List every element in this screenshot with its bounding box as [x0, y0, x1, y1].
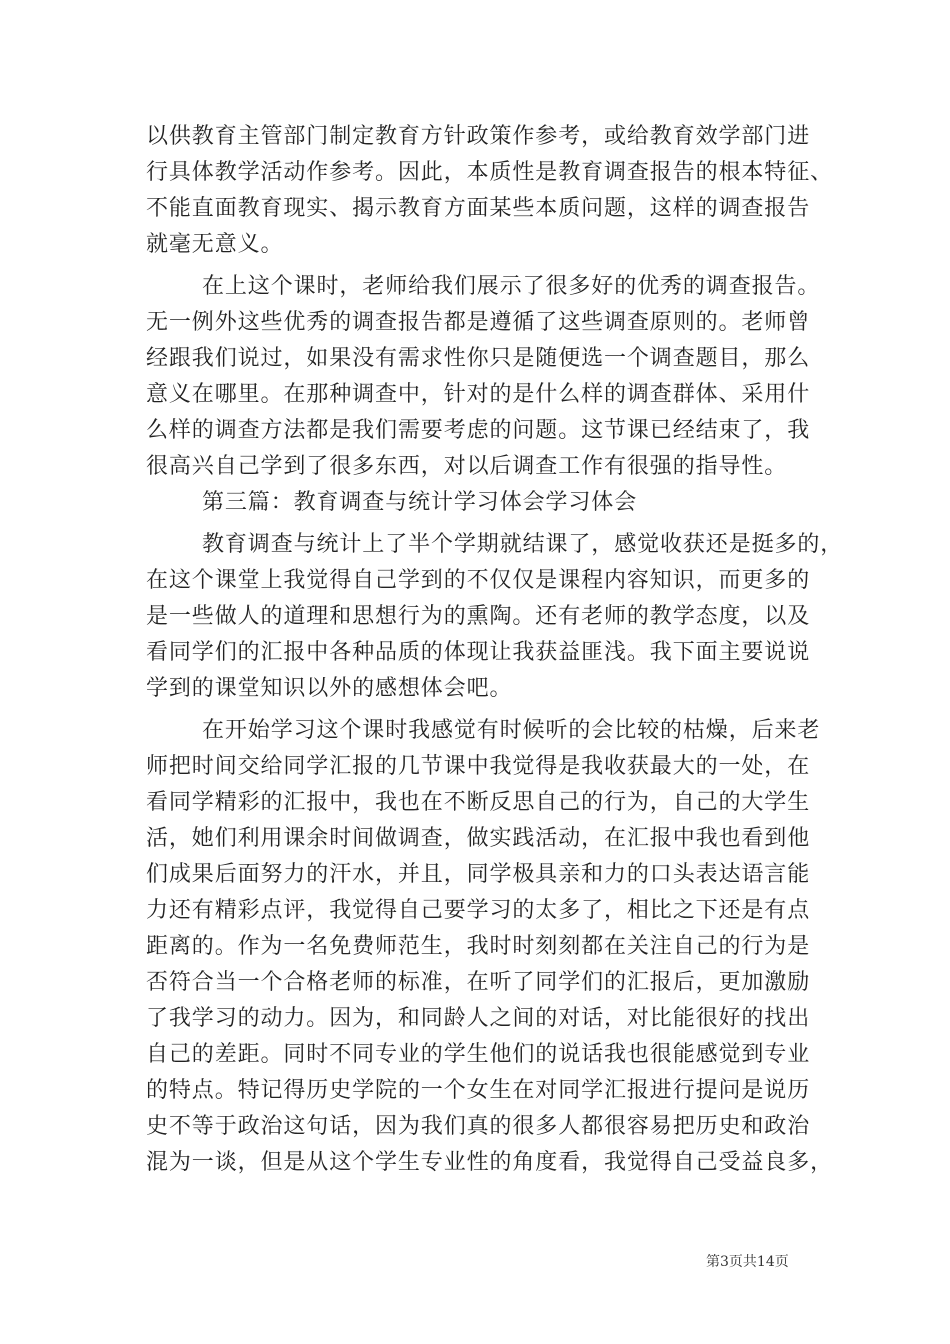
- text-line-18: 师把时间交给同学汇报的几节课中我觉得是我收获最大的一处，在: [146, 754, 811, 779]
- text-line-19: 看同学精彩的汇报中，我也在不断反思自己的行为，自己的大学生: [146, 790, 811, 815]
- text-line-24: 否符合当一个合格老师的标准，在听了同学们的汇报后，更加激励: [146, 970, 811, 995]
- text-line-15: 看同学们的汇报中各种品质的体现让我获益匪浅。我下面主要说说: [146, 640, 811, 665]
- text-line-14: 是一些做人的道理和思想行为的熏陶。还有老师的教学态度，以及: [146, 604, 811, 629]
- text-line-6: 无一例外这些优秀的调查报告都是遵循了这些调查原则的。老师曾: [146, 310, 811, 335]
- text-line-9: 么样的调查方法都是我们需要考虑的问题。这节课已经结束了，我: [146, 418, 811, 443]
- text-line-17: 在开始学习这个课时我感觉有时候听的会比较的枯燥，后来老: [202, 718, 821, 743]
- text-line-12: 教育调查与统计上了半个学期就结课了，感觉收获还是挺多的，: [202, 532, 844, 557]
- section-heading: 第三篇：教育调查与统计学习体会学习体会: [202, 490, 638, 515]
- text-line-8: 意义在哪里。在那种调查中，针对的是什么样的调查群体、采用什: [146, 382, 811, 407]
- text-line-25: 了我学习的动力。因为，和同龄人之间的对话，对比能很好的找出: [146, 1006, 811, 1031]
- text-line-23: 距离的。作为一名免费师范生，我时时刻刻都在关注自己的行为是: [146, 934, 811, 959]
- text-line-27: 的特点。特记得历史学院的一个女生在对同学汇报进行提问是说历: [146, 1078, 811, 1103]
- text-line-2: 行具体教学活动作参考。因此，本质性是教育调查报告的根本特征、: [146, 160, 834, 185]
- text-line-3: 不能直面教育现实、揭示教育方面某些本质问题，这样的调查报告: [146, 196, 811, 221]
- text-line-5: 在上这个课时，老师给我们展示了很多好的优秀的调查报告。: [202, 274, 821, 299]
- text-line-22: 力还有精彩点评，我觉得自己要学习的太多了，相比之下还是有点: [146, 898, 811, 923]
- text-line-7: 经跟我们说过，如果没有需求性你只是随便选一个调查题目，那么: [146, 346, 811, 371]
- text-line-21: 们成果后面努力的汗水，并且，同学极具亲和力的口头表达语言能: [146, 862, 811, 887]
- text-line-1: 以供教育主管部门制定教育方针政策作参考，或给教育效学部门进: [146, 124, 811, 149]
- text-line-28: 史不等于政治这句话，因为我们真的很多人都很容易把历史和政治: [146, 1114, 811, 1139]
- text-line-4: 就毫无意义。: [146, 232, 284, 257]
- text-line-29: 混为一谈，但是从这个学生专业性的角度看，我觉得自己受益良多，: [146, 1150, 834, 1175]
- page-number-footer: 第3页共14页: [706, 1254, 789, 1270]
- text-line-26: 自己的差距。同时不同专业的学生他们的说话我也很能感觉到专业: [146, 1042, 811, 1067]
- text-line-20: 活，她们利用课余时间做调查，做实践活动，在汇报中我也看到他: [146, 826, 811, 851]
- text-line-16: 学到的课堂知识以外的感想体会吧。: [146, 676, 513, 701]
- text-line-13: 在这个课堂上我觉得自己学到的不仅仅是课程内容知识，而更多的: [146, 568, 811, 593]
- text-line-10: 很高兴自己学到了很多东西，对以后调查工作有很强的指导性。: [146, 454, 788, 479]
